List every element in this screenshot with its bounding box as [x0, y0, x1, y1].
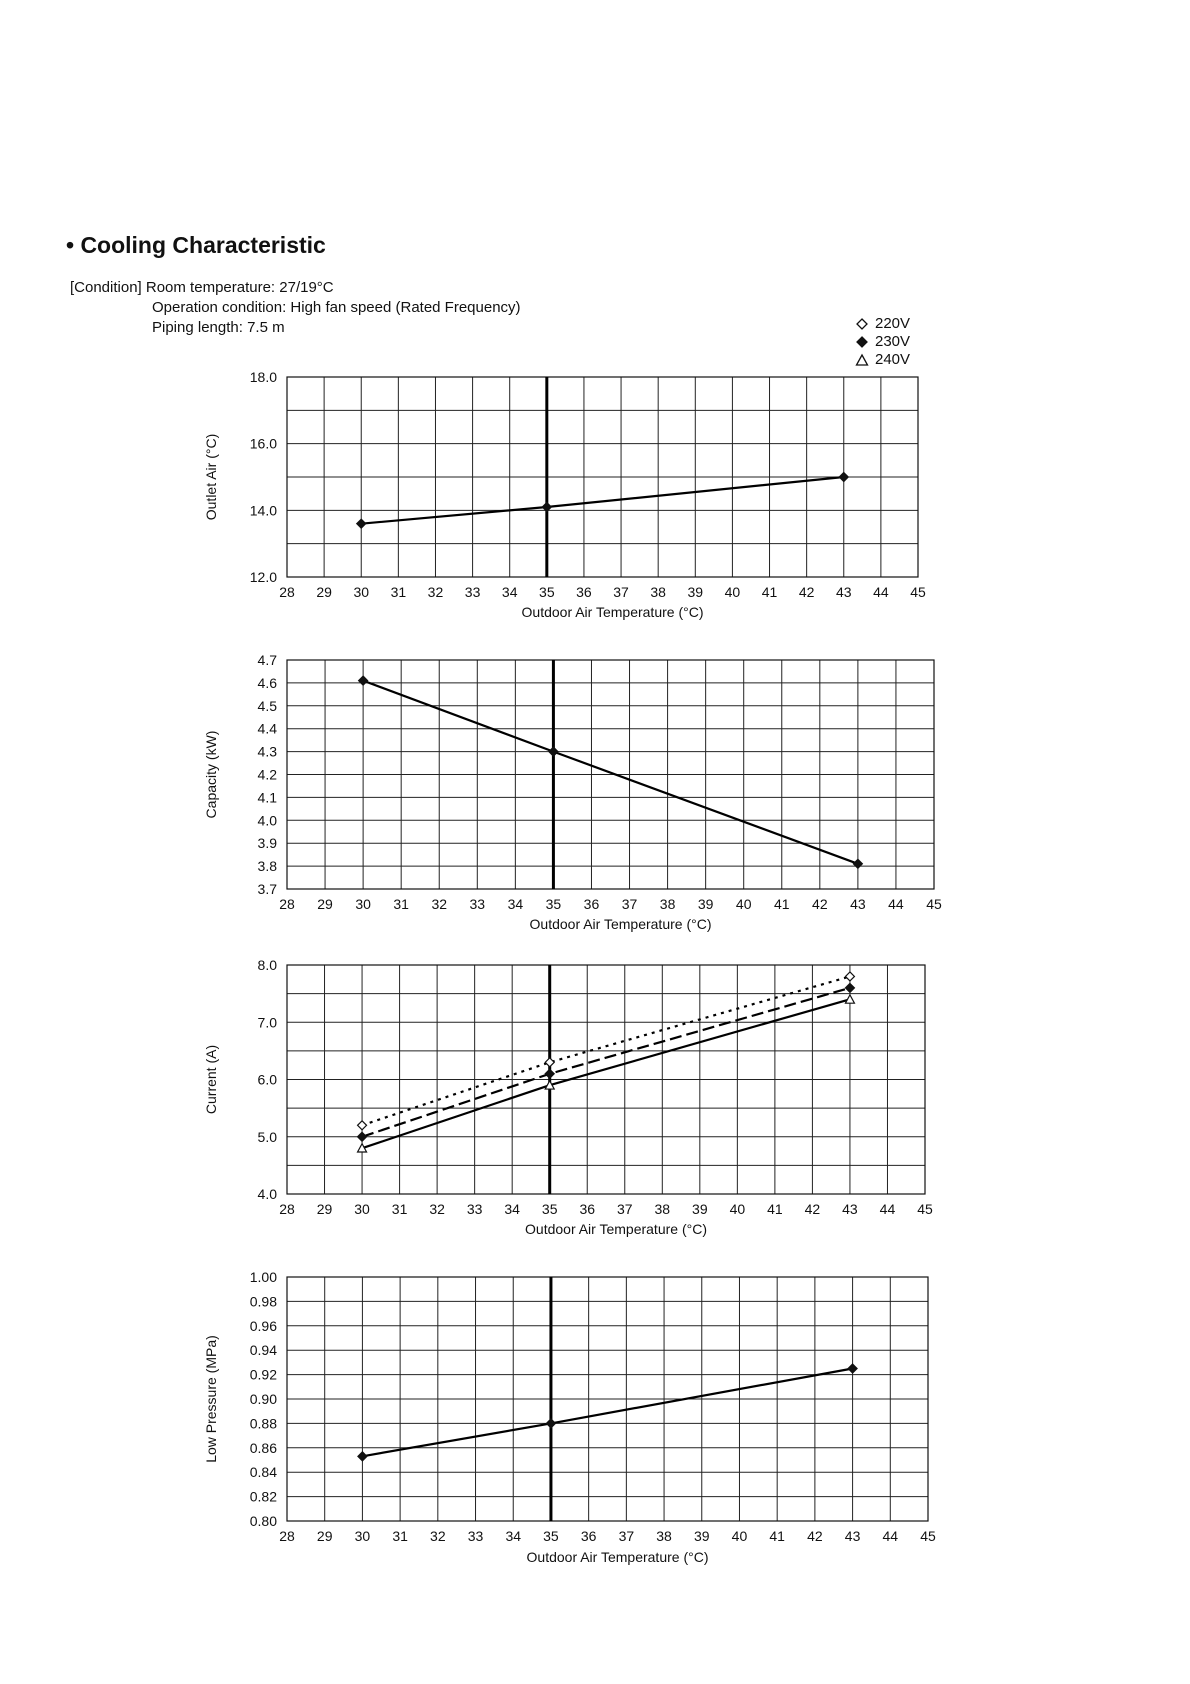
condition-operation: Operation condition: High fan speed (Rated Frequency) [152, 299, 521, 316]
x-tick-label: 34 [507, 896, 524, 912]
y-tick-label: 0.84 [249, 1464, 277, 1481]
x-tick-label: 44 [888, 896, 904, 912]
x-tick-label: 28 [279, 896, 295, 912]
x-axis-label: Outdoor Air Temperature (°C) [525, 1221, 707, 1237]
x-tick-label: 31 [393, 896, 409, 912]
x-tick-label: 45 [917, 1201, 933, 1217]
series-line-230v [362, 988, 850, 1137]
x-tick-label: 32 [429, 1201, 445, 1217]
y-tick-label: 0.80 [249, 1513, 277, 1529]
x-tick-label: 30 [354, 1201, 370, 1217]
y-tick-label: 0.82 [249, 1488, 277, 1505]
data-point-230v [839, 473, 848, 482]
legend-label-230v: 230V [875, 333, 911, 350]
x-tick-label: 36 [579, 1201, 596, 1217]
x-tick-label: 41 [767, 1201, 783, 1217]
y-tick-label: 1.00 [249, 1269, 277, 1285]
x-axis-label: Outdoor Air Temperature (°C) [526, 1549, 709, 1565]
x-tick-label: 45 [910, 584, 926, 600]
x-tick-label: 36 [583, 896, 600, 912]
data-point-230v [546, 1419, 555, 1428]
data-point-230v [853, 859, 862, 868]
y-tick-label: 0.88 [249, 1415, 277, 1432]
y-tick-label: 14.0 [249, 502, 277, 519]
y-tick-label: 3.7 [257, 881, 277, 897]
x-tick-label: 31 [391, 1201, 408, 1217]
x-tick-label: 40 [724, 584, 741, 600]
y-tick-label: 4.2 [257, 766, 277, 783]
x-axis-label: Outdoor Air Temperature (°C) [521, 604, 704, 620]
x-tick-label: 29 [316, 1201, 333, 1217]
y-axis-label: Low Pressure (MPa) [203, 1335, 219, 1463]
x-tick-label: 31 [392, 1528, 408, 1544]
x-tick-label: 39 [687, 584, 704, 600]
x-tick-label: 45 [920, 1528, 936, 1544]
x-tick-label: 31 [390, 584, 407, 600]
x-tick-label: 28 [279, 584, 295, 600]
y-tick-label: 0.86 [249, 1439, 277, 1456]
x-tick-label: 35 [541, 1201, 558, 1217]
y-tick-label: 4.5 [257, 697, 277, 714]
y-tick-label: 4.0 [257, 812, 277, 829]
x-tick-label: 44 [873, 584, 889, 600]
data-point-220v [845, 972, 854, 981]
x-axis-label: Outdoor Air Temperature (°C) [529, 916, 712, 932]
x-tick-label: 32 [427, 584, 444, 600]
y-tick-label: 4.1 [257, 789, 277, 806]
series-line-230v [361, 477, 844, 524]
x-tick-label: 32 [431, 896, 448, 912]
y-tick-label: 4.4 [257, 720, 277, 737]
x-tick-label: 35 [539, 584, 555, 600]
x-tick-label: 32 [430, 1528, 446, 1544]
y-tick-label: 0.90 [249, 1391, 277, 1407]
y-tick-label: 4.6 [257, 674, 277, 691]
data-point-230v [845, 983, 854, 992]
y-tick-label: 6.0 [257, 1071, 277, 1088]
y-tick-label: 4.0 [257, 1186, 277, 1202]
x-tick-label: 36 [580, 1528, 597, 1544]
x-tick-label: 38 [659, 896, 676, 912]
x-tick-label: 30 [355, 896, 371, 912]
x-tick-label: 42 [812, 896, 828, 912]
condition-room-temperature: [Condition] Room temperature: 27/19°C [70, 279, 334, 296]
x-tick-label: 38 [654, 1201, 671, 1217]
y-tick-label: 12.0 [249, 569, 277, 585]
x-tick-label: 35 [543, 1528, 559, 1544]
x-tick-label: 45 [926, 896, 942, 912]
x-tick-label: 33 [466, 1201, 483, 1217]
y-tick-label: 4.3 [257, 743, 277, 760]
x-tick-label: 43 [835, 584, 852, 600]
x-tick-label: 44 [879, 1201, 896, 1217]
y-tick-label: 8.0 [257, 957, 277, 973]
data-point-220v [358, 1121, 367, 1130]
chart-2 [203, 652, 942, 932]
condition-piping-length: Piping length: 7.5 m [152, 319, 285, 336]
data-point-230v [357, 519, 366, 528]
x-tick-label: 30 [354, 1528, 371, 1544]
x-tick-label: 44 [882, 1528, 899, 1544]
y-tick-label: 16.0 [249, 435, 277, 452]
y-tick-label: 3.8 [257, 858, 277, 875]
series-line-230v [362, 1369, 852, 1457]
x-tick-label: 30 [353, 584, 370, 600]
x-tick-label: 35 [545, 896, 562, 912]
series-line-230v [363, 681, 858, 864]
x-tick-label: 33 [467, 1528, 484, 1544]
y-tick-label: 5.0 [257, 1128, 277, 1145]
x-tick-label: 37 [618, 1528, 635, 1544]
x-tick-label: 38 [650, 584, 666, 600]
y-axis-label: Capacity (kW) [203, 730, 219, 819]
x-tick-label: 39 [697, 896, 714, 912]
x-tick-label: 37 [621, 896, 638, 912]
x-tick-label: 41 [773, 896, 790, 912]
data-point-220v [545, 1058, 554, 1067]
page-title: • Cooling Characteristic [66, 232, 326, 258]
x-tick-label: 43 [850, 896, 866, 912]
chart-4 [203, 1269, 936, 1565]
x-tick-label: 36 [576, 584, 592, 600]
y-tick-label: 0.96 [249, 1317, 277, 1334]
y-tick-label: 0.98 [249, 1293, 277, 1310]
data-point-230v [358, 1452, 367, 1461]
y-tick-label: 4.7 [257, 652, 277, 668]
x-tick-label: 29 [316, 1528, 333, 1544]
x-tick-label: 40 [731, 1528, 748, 1544]
legend-label-220v: 220V [875, 315, 911, 332]
x-tick-label: 41 [761, 584, 778, 600]
x-tick-label: 42 [807, 1528, 823, 1544]
series-line-240v [362, 999, 850, 1148]
y-tick-label: 7.0 [257, 1014, 277, 1031]
x-tick-label: 34 [505, 1528, 522, 1544]
data-point-230v [358, 1132, 367, 1141]
x-tick-label: 40 [735, 896, 752, 912]
x-tick-label: 43 [842, 1201, 858, 1217]
x-tick-label: 43 [844, 1528, 861, 1544]
x-tick-label: 42 [798, 584, 815, 600]
y-axis-label: Current (A) [203, 1044, 219, 1115]
x-tick-label: 38 [656, 1528, 672, 1544]
x-tick-label: 37 [613, 584, 629, 600]
data-point-230v [848, 1364, 857, 1373]
x-tick-label: 34 [501, 584, 518, 600]
x-tick-label: 29 [317, 896, 333, 912]
x-tick-label: 29 [316, 584, 332, 600]
chart-1 [203, 369, 926, 620]
chart-3 [203, 957, 933, 1237]
x-tick-label: 37 [616, 1201, 633, 1217]
y-tick-label: 3.9 [257, 835, 277, 852]
x-tick-label: 28 [279, 1528, 295, 1544]
y-tick-label: 18.0 [249, 369, 277, 385]
y-axis-label: Outlet Air (°C) [203, 433, 219, 521]
x-tick-label: 42 [804, 1201, 821, 1217]
data-point-230v [549, 747, 558, 756]
x-tick-label: 28 [279, 1201, 295, 1217]
y-tick-label: 0.92 [249, 1366, 277, 1383]
x-tick-label: 40 [729, 1201, 746, 1217]
x-tick-label: 41 [769, 1528, 785, 1544]
x-tick-label: 33 [469, 896, 486, 912]
y-tick-label: 0.94 [249, 1342, 277, 1359]
x-tick-label: 39 [693, 1528, 710, 1544]
x-tick-label: 33 [464, 584, 481, 600]
legend-label-240v: 240V [875, 351, 911, 368]
data-point-240v [845, 995, 854, 1003]
data-point-230v [545, 1069, 554, 1078]
x-tick-label: 34 [504, 1201, 520, 1217]
data-point-230v [359, 676, 368, 685]
x-tick-label: 39 [692, 1201, 708, 1217]
